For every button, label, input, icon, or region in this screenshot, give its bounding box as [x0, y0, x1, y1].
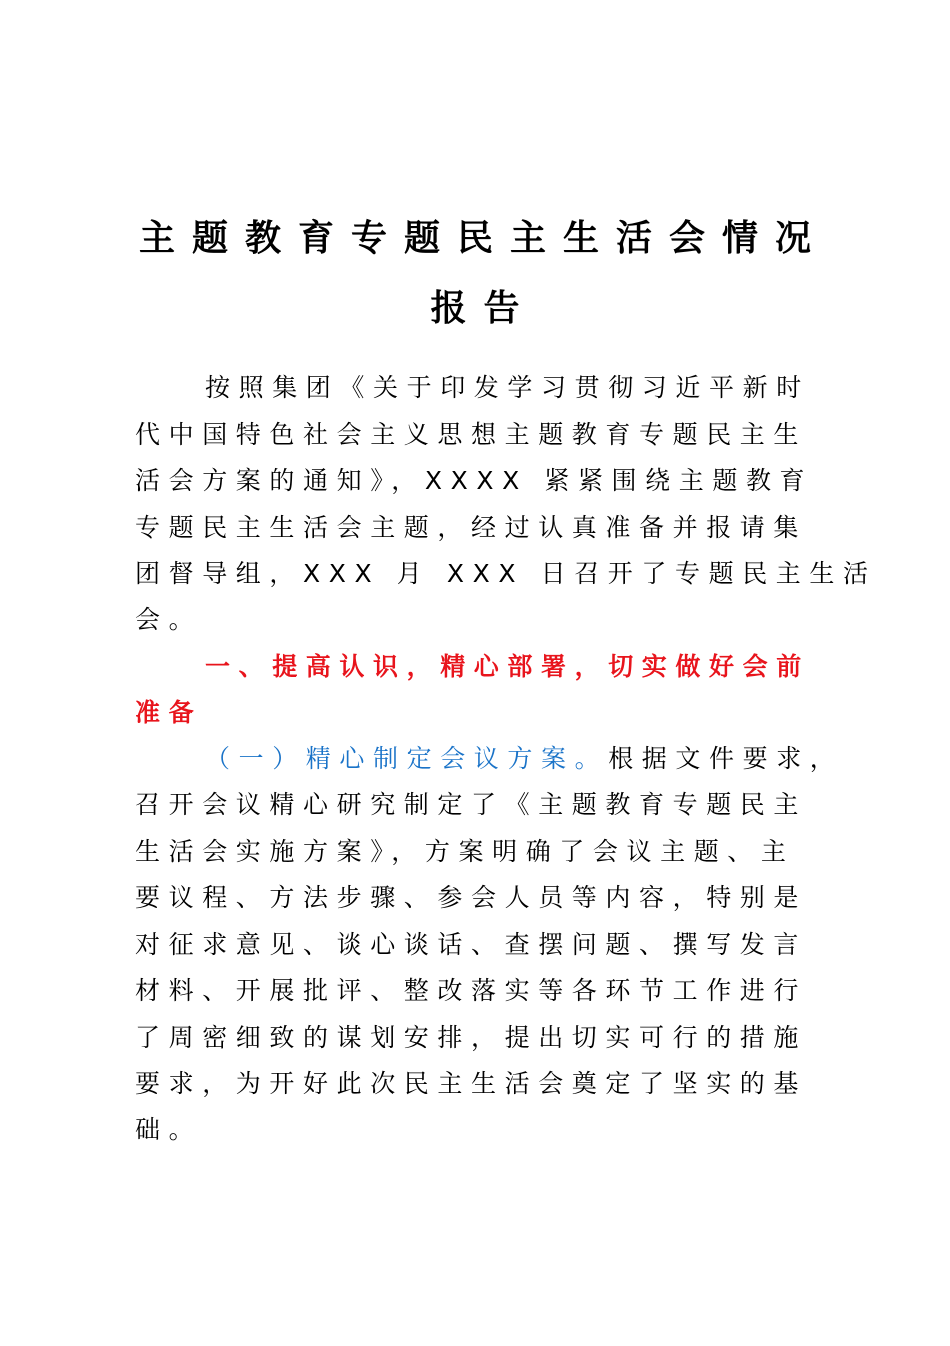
- paragraph-1-line-1: 按照集团《关于印发学习贯彻习近平新时: [205, 373, 810, 402]
- paragraph-1-line-5: 团督导组，XXX 月 XXX 日召开了专题民主生活: [135, 559, 877, 588]
- subsection-1-line-5: 对征求意见、谈心谈话、查摆问题、撰写发言: [135, 930, 808, 959]
- paragraph-1-line-2: 代中国特色社会主义思想主题教育专题民主生: [135, 420, 808, 449]
- section-1-heading-line-2: 准备: [135, 698, 203, 727]
- subsection-1-heading: （一）精心制定会议方案。: [205, 744, 609, 773]
- paragraph-1-line-4: 专题民主生活会主题，经过认真准备并报请集: [135, 513, 808, 542]
- subsection-1-line-8: 要求，为开好此次民主生活会奠定了坚实的基: [135, 1069, 808, 1098]
- paragraph-1-line-6: 会。: [135, 605, 203, 634]
- document-title-line-2: 报告: [430, 288, 537, 329]
- paragraph-1-line-3: 活会方案的通知》，XXXX 紧紧围绕主题教育: [135, 466, 814, 495]
- subsection-1-line-4: 要议程、方法步骤、参会人员等内容，特别是: [135, 883, 808, 912]
- subsection-1-line-7: 了周密细致的谋划安排，提出切实可行的措施: [135, 1023, 808, 1052]
- subsection-1-line-1: [205, 741, 843, 777]
- section-1-heading-line-1: 一、提高认识，精心部署，切实做好会前: [205, 652, 810, 681]
- subsection-1-line-3: 生活会实施方案》，方案明确了会议主题、主: [135, 837, 795, 866]
- subsection-1-line-2: 召开会议精心研究制定了《主题教育专题民主: [135, 790, 808, 819]
- document-title-line-1: 主题教育专题民主生活会情况: [138, 218, 828, 259]
- subsection-1-line-6: 材料、开展批评、整改落实等各环节工作进行: [135, 976, 808, 1005]
- subsection-1-line-1-text: 根据文件要求，: [608, 744, 844, 773]
- subsection-1-line-9: 础。: [135, 1115, 203, 1144]
